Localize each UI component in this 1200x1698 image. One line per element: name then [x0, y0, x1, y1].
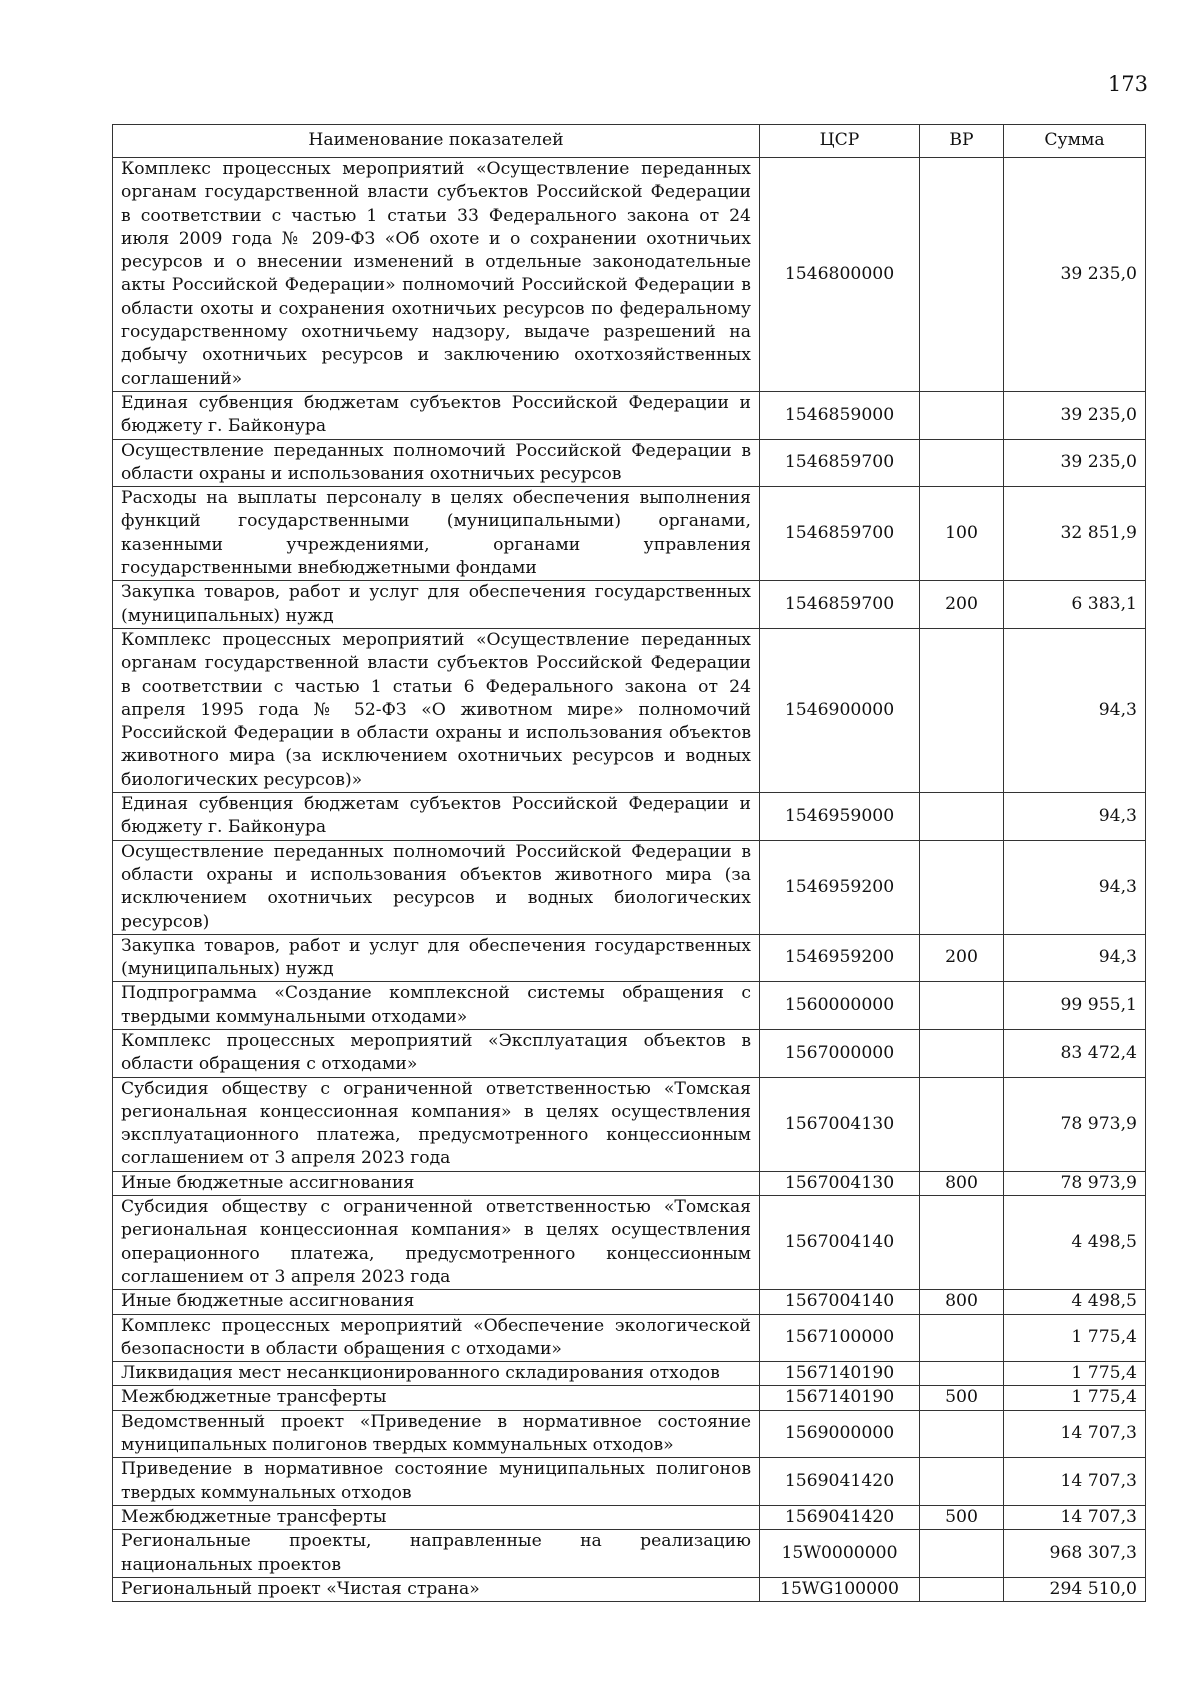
row-csr: 1567100000	[760, 1314, 920, 1362]
row-name: Единая субвенция бюджетам субъектов Российской Федерации и бюджету г. Байконура	[113, 391, 760, 439]
row-csr: 1567000000	[760, 1029, 920, 1077]
table-row	[113, 982, 1146, 1030]
row-sum: 968 307,3	[1004, 1530, 1146, 1578]
table-header-row	[113, 125, 1146, 158]
row-sum: 1 775,4	[1004, 1362, 1146, 1386]
table-row	[113, 487, 1146, 581]
row-csr: 15W0000000	[760, 1530, 920, 1578]
table-row	[113, 1029, 1146, 1077]
row-vr	[920, 158, 1004, 392]
row-vr	[920, 1458, 1004, 1506]
row-sum: 94,3	[1004, 793, 1146, 841]
row-sum: 99 955,1	[1004, 982, 1146, 1030]
table-row	[113, 391, 1146, 439]
row-name: Подпрограмма «Создание комплексной системы обращения с твердыми коммунальными отходами»	[113, 982, 760, 1030]
row-sum: 39 235,0	[1004, 391, 1146, 439]
row-name: Единая субвенция бюджетам субъектов Российской Федерации и бюджету г. Байконура	[113, 793, 760, 841]
row-csr: 1567004140	[760, 1290, 920, 1314]
row-name: Субсидия обществу с ограниченной ответственностью «Томская региональная концессионная компания» в целях осуществления операционного платежа, предусмотренного концессионным соглашением от 3 апреля 2023 года	[113, 1196, 760, 1290]
table-row	[113, 1077, 1146, 1171]
table-row	[113, 1386, 1146, 1410]
table-row	[113, 581, 1146, 629]
budget-table	[112, 124, 1146, 1602]
row-csr: 1546800000	[760, 158, 920, 392]
row-csr: 1546959200	[760, 840, 920, 934]
row-sum: 78 973,9	[1004, 1171, 1146, 1195]
table-row	[113, 1314, 1146, 1362]
table-row	[113, 840, 1146, 934]
row-vr: 800	[920, 1171, 1004, 1195]
row-vr: 100	[920, 487, 1004, 581]
row-vr: 500	[920, 1505, 1004, 1529]
row-csr: 1546959200	[760, 934, 920, 982]
table-row	[113, 1171, 1146, 1195]
table-row	[113, 934, 1146, 982]
row-name: Расходы на выплаты персоналу в целях обеспечения выполнения функций государственными (муниципальными) органами, казенными учреждениями, органами управления государственными внебюджетными фондами	[113, 487, 760, 581]
row-name: Закупка товаров, работ и услуг для обеспечения государственных (муниципальных) нужд	[113, 581, 760, 629]
row-csr: 1546959000	[760, 793, 920, 841]
row-name: Субсидия обществу с ограниченной ответственностью «Томская региональная концессионная компания» в целях осуществления эксплуатационного платежа, предусмотренного концессионным соглашением от 3 апреля 2023 года	[113, 1077, 760, 1171]
row-csr: 1567140190	[760, 1386, 920, 1410]
page-number: 173	[1107, 72, 1148, 96]
row-name: Межбюджетные трансферты	[113, 1386, 760, 1410]
row-vr	[920, 1530, 1004, 1578]
row-csr: 1567004140	[760, 1196, 920, 1290]
row-sum: 4 498,5	[1004, 1196, 1146, 1290]
table-row	[113, 439, 1146, 487]
row-name: Комплекс процессных мероприятий «Осуществление переданных органам государственной власти субъектов Российской Федерации в соответствии с частью 1 статьи 33 Федерального закона от 24 июля 2009 года № 209-ФЗ «Об охоте и о сохранении охотничьих ресурсов и о внесении изменений в отдельные законодательные акты Российской Федерации» полномочий Российской Федерации в области охоты и сохранения охотничьих ресурсов по федеральному государственному охотничьему надзору, выдаче разрешений на добычу охотничьих ресурсов и заключению охотхозяйственных соглашений»	[113, 158, 760, 392]
row-csr: 1567004130	[760, 1171, 920, 1195]
row-sum: 6 383,1	[1004, 581, 1146, 629]
row-name: Осуществление переданных полномочий Российской Федерации в области охраны и использования охотничьих ресурсов	[113, 439, 760, 487]
row-sum: 14 707,3	[1004, 1505, 1146, 1529]
row-vr	[920, 840, 1004, 934]
row-sum: 94,3	[1004, 840, 1146, 934]
row-sum: 1 775,4	[1004, 1314, 1146, 1362]
row-sum: 32 851,9	[1004, 487, 1146, 581]
table-row	[113, 1530, 1146, 1578]
table-row	[113, 1362, 1146, 1386]
row-sum: 14 707,3	[1004, 1458, 1146, 1506]
row-vr	[920, 1029, 1004, 1077]
row-vr: 500	[920, 1386, 1004, 1410]
header-vr: ВР	[920, 125, 1004, 158]
table-row	[113, 628, 1146, 792]
header-csr: ЦСР	[760, 125, 920, 158]
row-vr	[920, 1577, 1004, 1601]
row-vr: 800	[920, 1290, 1004, 1314]
row-vr	[920, 439, 1004, 487]
row-sum: 94,3	[1004, 934, 1146, 982]
row-sum: 4 498,5	[1004, 1290, 1146, 1314]
row-name: Закупка товаров, работ и услуг для обеспечения государственных (муниципальных) нужд	[113, 934, 760, 982]
table-row	[113, 793, 1146, 841]
row-name: Ведомственный проект «Приведение в нормативное состояние муниципальных полигонов твердых коммунальных отходов»	[113, 1410, 760, 1458]
row-csr: 15WG100000	[760, 1577, 920, 1601]
row-sum: 1 775,4	[1004, 1386, 1146, 1410]
row-csr: 1567140190	[760, 1362, 920, 1386]
row-name: Комплекс процессных мероприятий «Обеспечение экологической безопасности в области обращения с отходами»	[113, 1314, 760, 1362]
row-csr: 1567004130	[760, 1077, 920, 1171]
row-csr: 1569041420	[760, 1458, 920, 1506]
header-sum: Сумма	[1004, 125, 1146, 158]
row-vr	[920, 628, 1004, 792]
row-vr	[920, 1362, 1004, 1386]
row-name: Иные бюджетные ассигнования	[113, 1290, 760, 1314]
table-row	[113, 1577, 1146, 1601]
row-name: Приведение в нормативное состояние муниципальных полигонов твердых коммунальных отходов	[113, 1458, 760, 1506]
row-csr: 1546859000	[760, 391, 920, 439]
row-csr: 1546859700	[760, 581, 920, 629]
row-csr: 1569041420	[760, 1505, 920, 1529]
row-vr: 200	[920, 934, 1004, 982]
row-name: Иные бюджетные ассигнования	[113, 1171, 760, 1195]
row-vr: 200	[920, 581, 1004, 629]
row-name: Региональный проект «Чистая страна»	[113, 1577, 760, 1601]
row-csr: 1546900000	[760, 628, 920, 792]
row-sum: 14 707,3	[1004, 1410, 1146, 1458]
row-sum: 78 973,9	[1004, 1077, 1146, 1171]
row-sum: 39 235,0	[1004, 158, 1146, 392]
row-csr: 1560000000	[760, 982, 920, 1030]
row-name: Комплекс процессных мероприятий «Осуществление переданных органам государственной власти субъектов Российской Федерации в соответствии с частью 1 статьи 6 Федерального закона от 24 апреля 1995 года № 52-ФЗ «О животном мире» полномочий Российской Федерации в области охраны и использования объектов животного мира (за исключением охотничьих ресурсов и водных биологических ресурсов)»	[113, 628, 760, 792]
table-row	[113, 158, 1146, 392]
table-row	[113, 1290, 1146, 1314]
row-csr: 1546859700	[760, 487, 920, 581]
row-vr	[920, 982, 1004, 1030]
row-name: Осуществление переданных полномочий Российской Федерации в области охраны и использования объектов животного мира (за исключением охотничьих ресурсов и водных биологических ресурсов)	[113, 840, 760, 934]
row-sum: 83 472,4	[1004, 1029, 1146, 1077]
row-vr	[920, 391, 1004, 439]
table-row	[113, 1410, 1146, 1458]
row-vr	[920, 1077, 1004, 1171]
row-csr: 1546859700	[760, 439, 920, 487]
table-row	[113, 1505, 1146, 1529]
row-vr	[920, 793, 1004, 841]
row-sum: 294 510,0	[1004, 1577, 1146, 1601]
table-row	[113, 1196, 1146, 1290]
row-name: Комплекс процессных мероприятий «Эксплуатация объектов в области обращения с отходами»	[113, 1029, 760, 1077]
header-name: Наименование показателей	[113, 125, 760, 158]
row-sum: 39 235,0	[1004, 439, 1146, 487]
row-name: Ликвидация мест несанкционированного складирования отходов	[113, 1362, 760, 1386]
row-csr: 1569000000	[760, 1410, 920, 1458]
row-name: Межбюджетные трансферты	[113, 1505, 760, 1529]
row-vr	[920, 1196, 1004, 1290]
row-vr	[920, 1410, 1004, 1458]
row-sum: 94,3	[1004, 628, 1146, 792]
table-row	[113, 1458, 1146, 1506]
row-name: Региональные проекты, направленные на реализацию национальных проектов	[113, 1530, 760, 1578]
row-vr	[920, 1314, 1004, 1362]
